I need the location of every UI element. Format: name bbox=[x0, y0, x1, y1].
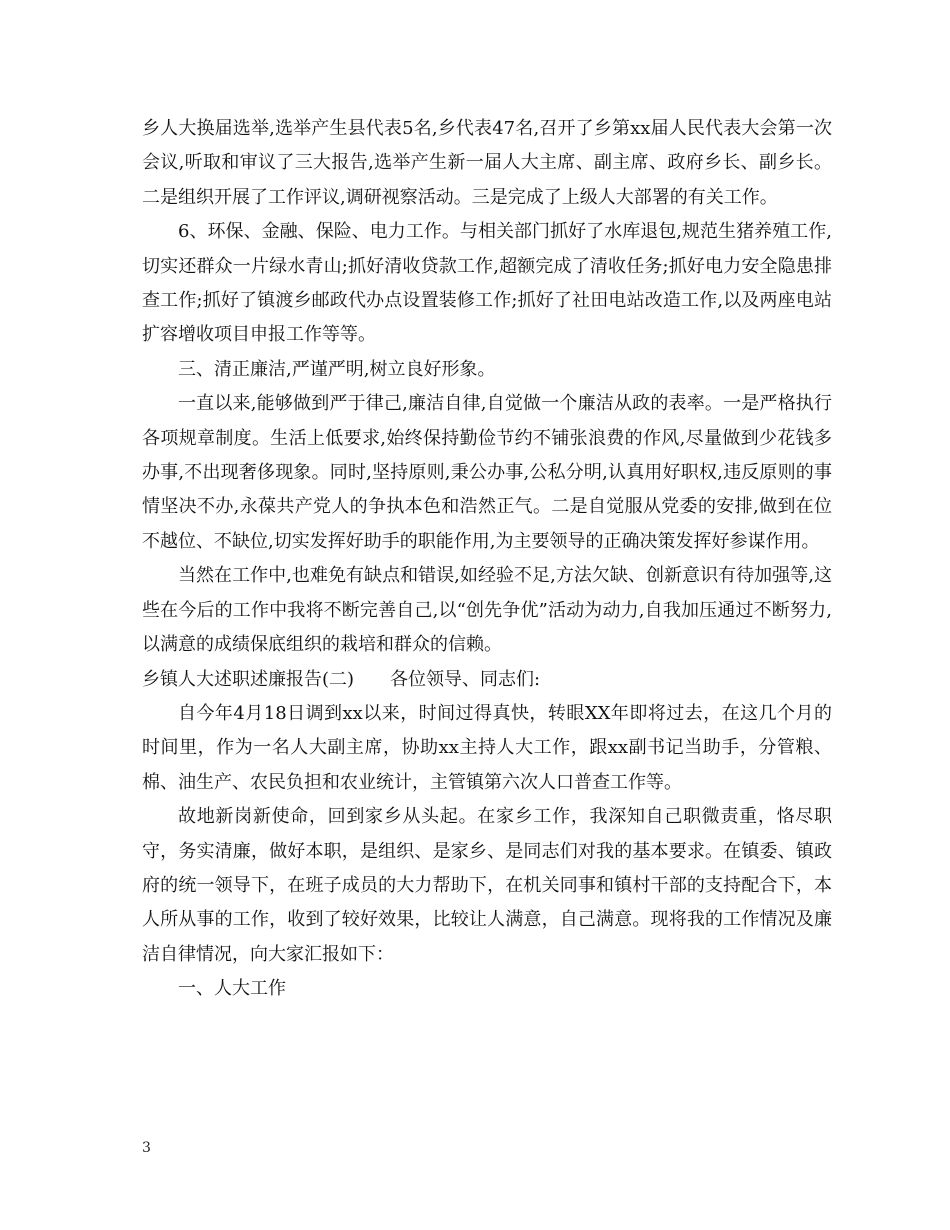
section-heading-1: 一、人大工作 bbox=[178, 978, 286, 1000]
paragraph-2: 6、环保、金融、保险、电力工作。与相关部门抓好了水库退包,规范生猪养殖工作,切实还群众一片绿水青山;抓好清收贷款工作,超额完成了清收任务;抓好电力安全隐患排查工作;抓好了镇渡乡邮政代办点设置装修工作;抓好了社田电站改造工作,以及两座电站扩容增收项目申报工作等等。 bbox=[142, 221, 832, 346]
paragraph-5: 当然在工作中,也难免有缺点和错误,如经验不足,方法欠缺、创新意识有待加强等,这些在今后的工作中我将不断完善自己,以“创先争优”活动为动力,自我加压通过不断努力,以满意的成绩保底组织的栽培和群众的信赖。 bbox=[142, 565, 832, 656]
paragraph-8: 故地新岗新使命，回到家乡从头起。在家乡工作，我深知自己职微责重，恪尽职守，务实清廉，做好本职，是组织、是家乡、是同志们对我的基本要求。在镇委、镇政府的统一领导下，在班子成员的大力帮助下，在机关同事和镇村干部的支持配合下，本人所从事的工作，收到了较好效果，比较让人满意，自己满意。现将我的工作情况及廉洁自律情况，向大家汇报如下： bbox=[142, 806, 832, 965]
paragraph-1: 乡人大换届选举,选举产生县代表5名,乡代表47名,召开了乡第xx届人民代表大会第一次会议,听取和审议了三大报告,选举产生新一届人大主席、副主席、政府乡长、副乡长。二是组织开展了工作评议,调研视察活动。三是完成了上级人大部署的有关工作。 bbox=[142, 118, 832, 208]
section-heading-3: 三、清正廉洁,严谨严明,树立良好形象。 bbox=[178, 358, 496, 380]
report-title-line: 乡镇人大述职述廉报告(二) 各位领导、同志们: bbox=[142, 668, 541, 690]
paragraph-7: 自今年4月18日调到xx以来，时间过得真快，转眼XX年即将过去，在这几个月的时间里，作为一名人大副主席，协助xx主持人大工作，跟xx副书记当助手，分管粮、棉、油生产、农民负担和农业统计，主管镇第六次人口普查工作等。 bbox=[142, 702, 832, 793]
paragraph-4: 一直以来,能够做到严于律己,廉洁自律,自觉做一个廉洁从政的表率。一是严格执行各项规章制度。生活上低要求,始终保持勤俭节约不铺张浪费的作风,尽量做到少花钱多办事,不出现奢侈现象。同时,坚持原则,秉公办事,公私分明,认真用好职权,违反原则的事情坚决不办,永葆共产党人的争执本色和浩然正气。二是自觉服从党委的安排,做到在位不越位、不缺位,切实发挥好助手的职能作用,为主要领导的正确决策发挥好参谋作用。 bbox=[142, 393, 832, 552]
page-number: 3 bbox=[142, 1140, 151, 1156]
document-body bbox=[142, 112, 832, 1007]
